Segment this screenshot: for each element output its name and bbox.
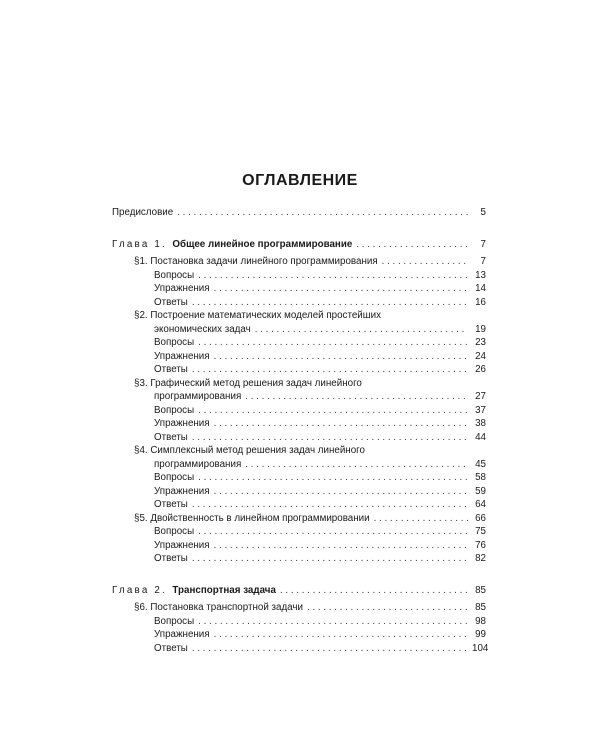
subitem-label: Ответы — [154, 553, 188, 564]
toc-line — [112, 417, 486, 431]
toc-line — [112, 323, 486, 337]
section-title: Построение математических моделей простейших — [150, 310, 381, 321]
toc-page-number: 64 — [475, 499, 486, 510]
toc-subitem[interactable] — [112, 417, 486, 431]
toc-line — [112, 642, 489, 656]
section-title-continuation: экономических задач — [154, 323, 251, 335]
chapter-label: Глава 2. — [112, 584, 167, 596]
toc-page-number: 24 — [475, 350, 486, 362]
toc-line — [112, 431, 486, 445]
dot-leader — [198, 471, 468, 485]
toc-section[interactable] — [112, 377, 486, 404]
dot-leader — [192, 296, 468, 310]
toc-chapter[interactable] — [112, 238, 486, 252]
toc-page-number: 23 — [475, 337, 486, 348]
dot-leader — [382, 255, 468, 269]
toc-subitem[interactable] — [112, 485, 486, 499]
toc-subitem[interactable] — [112, 336, 486, 350]
toc-line — [112, 485, 486, 499]
toc-page-number: 104 — [472, 642, 489, 654]
toc-page-number: 13 — [475, 269, 486, 281]
toc-line — [112, 525, 486, 539]
section-first-line — [112, 377, 486, 391]
chapter-title: Общее линейное программирование — [172, 238, 353, 250]
toc-line — [112, 390, 486, 404]
toc-line — [112, 269, 486, 283]
dot-leader — [198, 404, 468, 418]
toc-page-number: 14 — [475, 283, 486, 294]
toc-line — [112, 601, 486, 615]
dot-leader — [198, 615, 468, 629]
toc-page-number: 44 — [475, 431, 486, 443]
dot-leader — [245, 390, 468, 404]
dot-leader — [245, 458, 468, 472]
toc-line — [112, 296, 486, 310]
page-title: ОГЛАВЛЕНИЕ — [242, 172, 358, 189]
toc-subitem[interactable] — [112, 539, 486, 553]
dot-leader — [198, 269, 468, 283]
subitem-label: Упражнения — [154, 350, 210, 362]
dot-leader — [214, 350, 468, 364]
toc-line — [112, 336, 486, 350]
subitem-label: Ответы — [154, 431, 188, 443]
toc-subitem[interactable] — [112, 498, 486, 512]
section-number: §2. — [134, 310, 148, 321]
toc-page-number: 99 — [475, 629, 486, 640]
dot-leader — [356, 238, 468, 252]
toc-preface[interactable] — [112, 206, 486, 220]
subitem-label: Вопросы — [154, 472, 195, 483]
section-title: Двойственность в линейном программировании — [150, 512, 370, 524]
toc-line — [112, 363, 486, 377]
toc-page-number: 38 — [475, 418, 486, 429]
table-of-contents — [112, 206, 489, 655]
section-number: §4. — [134, 445, 148, 456]
toc-line — [112, 539, 486, 553]
subitem-label: Ответы — [154, 296, 188, 308]
toc-page-number: 7 — [480, 256, 486, 267]
section-title-continuation: программирования — [154, 391, 242, 402]
toc-line — [112, 615, 486, 629]
dot-leader — [192, 642, 468, 656]
dot-leader — [214, 628, 468, 642]
toc-section[interactable] — [112, 309, 486, 336]
section-title: Графический метод решения задач линейного — [150, 377, 362, 389]
toc-line — [112, 628, 486, 642]
section-title: Постановка задачи линейного программирования — [150, 256, 378, 267]
section-first-line — [112, 444, 486, 458]
toc-page-number: 19 — [475, 323, 486, 335]
toc-line — [112, 512, 486, 526]
toc-page-number: 85 — [475, 584, 486, 596]
subitem-label: Вопросы — [154, 404, 195, 416]
subitem-label: Ответы — [154, 642, 188, 654]
subitem-label: Упражнения — [154, 418, 210, 429]
section-number: §6. — [134, 602, 148, 613]
dot-leader — [214, 417, 468, 431]
section-number: §5. — [134, 512, 148, 524]
toc-page-number: 27 — [475, 391, 486, 402]
toc-line — [112, 238, 486, 252]
section-title-continuation: программирования — [154, 458, 242, 470]
section-number: §3. — [134, 377, 148, 389]
dot-leader — [192, 552, 468, 566]
toc-section[interactable] — [112, 512, 486, 526]
toc-subitem[interactable] — [112, 296, 486, 310]
toc-line — [112, 255, 486, 269]
subitem-label: Вопросы — [154, 337, 195, 348]
toc-page-number: 16 — [475, 296, 486, 308]
subitem-label: Вопросы — [154, 526, 195, 537]
toc-subitem[interactable] — [112, 615, 486, 629]
section-title: Симплексный метод решения задач линейного — [150, 445, 365, 456]
dot-leader — [280, 584, 468, 598]
toc-subitem[interactable] — [112, 642, 489, 656]
toc-line — [112, 498, 486, 512]
dot-leader — [214, 282, 468, 296]
subitem-label: Упражнения — [154, 283, 210, 294]
section-first-line — [112, 309, 486, 323]
toc-subitem[interactable] — [112, 525, 486, 539]
toc-page-number: 5 — [480, 207, 486, 218]
subitem-label: Упражнения — [154, 539, 210, 551]
spacer — [112, 566, 486, 584]
dot-leader — [374, 512, 468, 526]
toc-preface-label: Предисловие — [112, 207, 174, 218]
toc-chapter[interactable] — [112, 584, 486, 598]
toc-page-number: 45 — [475, 458, 486, 470]
toc-section[interactable] — [112, 444, 486, 471]
dot-leader — [198, 336, 468, 350]
toc-subitem[interactable] — [112, 404, 486, 418]
toc-subitem[interactable] — [112, 269, 486, 283]
toc-page-number: 98 — [475, 615, 486, 627]
toc-page-number: 26 — [475, 364, 486, 375]
dot-leader — [214, 485, 468, 499]
dot-leader — [214, 539, 468, 553]
dot-leader — [307, 601, 468, 615]
chapter-title: Транспортная задача — [172, 584, 276, 596]
dot-leader — [255, 323, 468, 337]
toc-section[interactable] — [112, 255, 486, 269]
toc-page-number: 66 — [475, 512, 486, 524]
dot-leader — [192, 363, 468, 377]
toc-line — [112, 350, 486, 364]
toc-line — [112, 282, 486, 296]
dot-leader — [198, 525, 468, 539]
toc-subitem[interactable] — [112, 552, 486, 566]
toc-subitem[interactable] — [112, 431, 486, 445]
subitem-label: Упражнения — [154, 629, 210, 640]
toc-page-number: 76 — [475, 539, 486, 551]
subitem-label: Ответы — [154, 499, 188, 510]
toc-page-number: 58 — [475, 472, 486, 483]
subitem-label: Вопросы — [154, 269, 195, 281]
toc-page-number: 82 — [475, 553, 486, 564]
dot-leader — [192, 498, 468, 512]
chapter-label: Глава 1. — [112, 238, 167, 250]
toc-page-number: 37 — [475, 404, 486, 416]
section-title: Постановка транспортной задачи — [150, 602, 303, 613]
toc-page-number: 59 — [475, 485, 486, 497]
spacer — [112, 220, 486, 238]
dot-leader — [192, 431, 468, 445]
toc-section[interactable] — [112, 601, 486, 615]
section-number: §1. — [134, 256, 148, 267]
subitem-label: Упражнения — [154, 485, 210, 497]
subitem-label: Ответы — [154, 364, 188, 375]
toc-line — [112, 584, 486, 598]
subitem-label: Вопросы — [154, 615, 195, 627]
toc-page-number: 75 — [475, 526, 486, 537]
toc-line — [112, 458, 486, 472]
toc-line — [112, 552, 486, 566]
toc-subitem[interactable] — [112, 282, 486, 296]
dot-leader — [177, 206, 468, 220]
toc-page-number: 85 — [475, 602, 486, 613]
toc-subitem[interactable] — [112, 363, 486, 377]
toc-subitem[interactable] — [112, 350, 486, 364]
toc-line — [112, 404, 486, 418]
toc-page-number: 7 — [480, 238, 486, 250]
toc-subitem[interactable] — [112, 471, 486, 485]
toc-subitem[interactable] — [112, 628, 486, 642]
toc-line — [112, 471, 486, 485]
